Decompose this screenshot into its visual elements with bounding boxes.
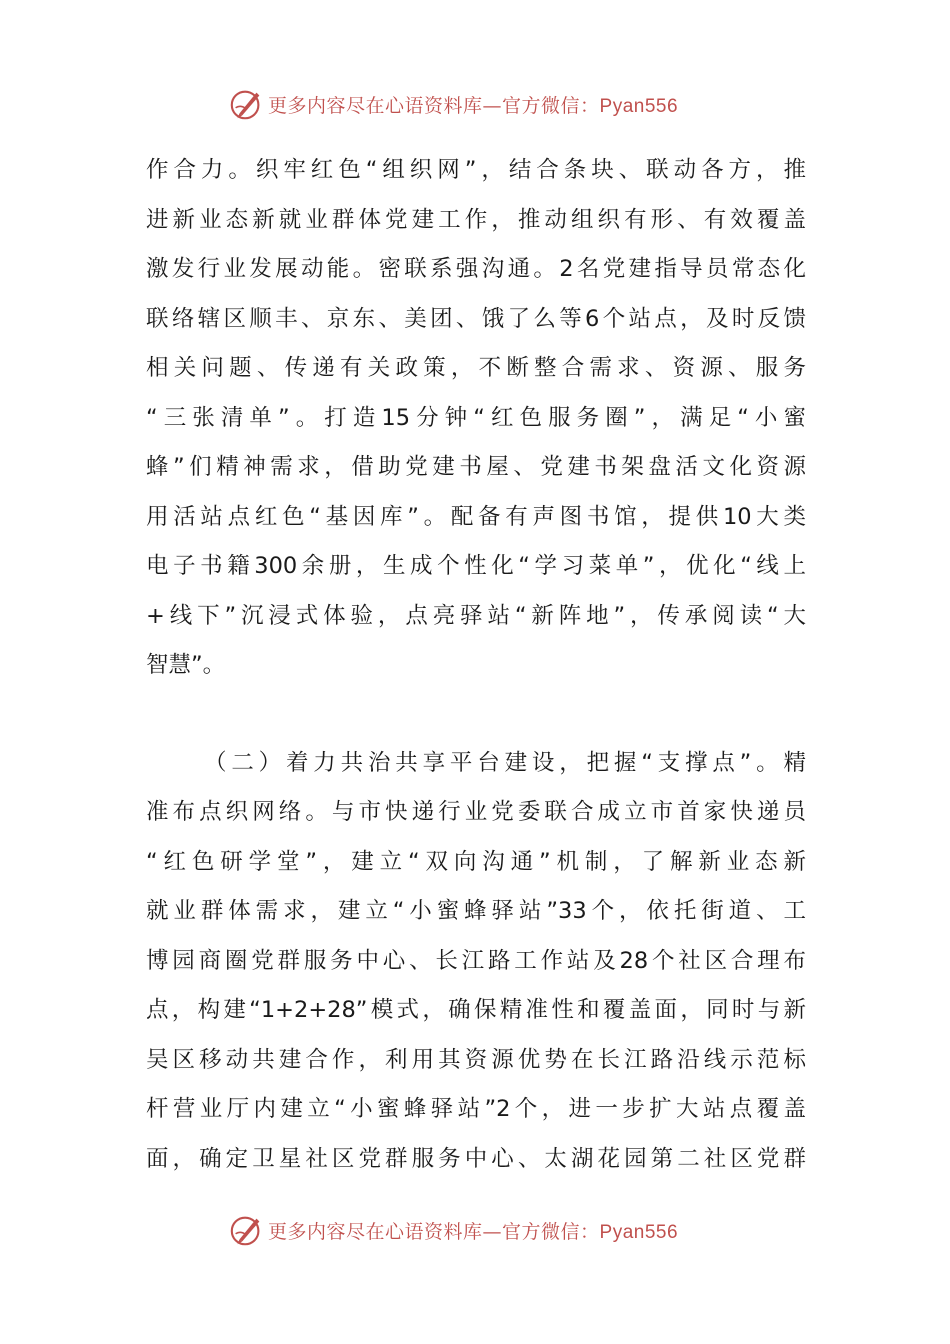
watermark-wechat-id: Pyan556 (599, 95, 679, 117)
text-line: 吴区移动共建合作，利用其资源优势在长江路沿线示范标 (146, 1046, 806, 1073)
text-line: 电子书籍300余册，生成个性化“学习菜单”，优化“线上 (146, 553, 806, 579)
text-line: 用活站点红色“基因库”。配备有声图书馆，提供10大类 (146, 503, 806, 530)
text-line: 作合力。织牢红色“组织网”，结合条块、联动各方，推 (146, 157, 806, 183)
text-line: 点，构建“1+2+28”模式，确保精准性和覆盖面，同时与新 (146, 997, 806, 1023)
pen-circle-logo-icon (228, 85, 266, 123)
pen-circle-logo-icon (228, 1211, 266, 1249)
watermark-text (268, 1217, 678, 1244)
watermark-wechat-id: Pyan556 (599, 1221, 679, 1243)
watermark-caption: 更多内容尽在心语资料库—官方微信： (268, 94, 600, 117)
text-line: +线下”沉浸式体验，点亮驿站“新阵地”，传承阅读“大 (146, 602, 806, 629)
text-line: “红色研学堂”，建立“双向沟通”机制，了解新业态新 (146, 848, 806, 875)
text-line: 博园商圈党群服务中心、长江路工作站及28个社区合理布 (146, 947, 806, 974)
watermark-caption: 更多内容尽在心语资料库—官方微信： (268, 1220, 600, 1243)
text-line: 蜂”们精神需求，借助党建书屋、党建书架盘活文化资源 (146, 454, 806, 480)
header-watermark (228, 84, 728, 124)
text-line: “三张清单”。打造15分钟“红色服务圈”，满足“小蜜 (146, 404, 806, 431)
text-line: 面，确定卫星社区党群服务中心、太湖花园第二社区党群 (146, 1145, 806, 1172)
text-line: 智慧”。 (146, 652, 226, 678)
text-line: 就业群体需求，建立“小蜜蜂驿站”33个，依托街道、工 (146, 898, 806, 924)
text-line: 激发行业发展动能。密联系强沟通。2名党建指导员常态化 (146, 256, 806, 282)
paragraph-spacer (146, 691, 806, 739)
paragraph-2 (146, 739, 806, 1185)
document-body (146, 146, 806, 1184)
watermark-text (268, 91, 678, 118)
paragraph-1 (146, 146, 806, 691)
text-line: 杆营业厅内建立“小蜜蜂驿站”2个，进一步扩大站点覆盖 (146, 1096, 806, 1122)
text-line: 联络辖区顺丰、京东、美团、饿了么等6个站点，及时反馈 (146, 305, 806, 332)
text-line: 准布点织网络。与市快递行业党委联合成立市首家快递员 (146, 799, 806, 825)
section-heading-line: （二）着力共治共享平台建设，把握“支撑点”。精 (204, 749, 806, 776)
footer-watermark (228, 1210, 728, 1250)
text-line: 相关问题、传递有关政策，不断整合需求、资源、服务 (146, 355, 806, 381)
text-line: 进新业态新就业群体党建工作，推动组织有形、有效覆盖 (146, 206, 806, 233)
